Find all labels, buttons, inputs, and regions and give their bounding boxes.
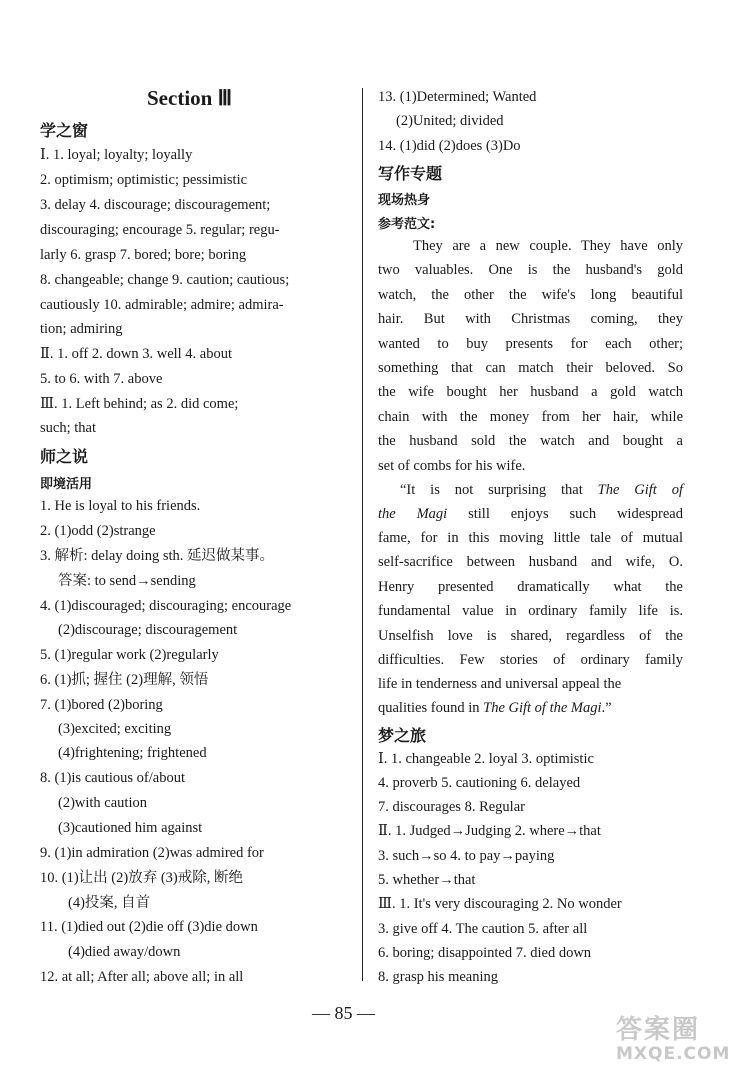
answer-line: 9. (1)in admiration (2)was admired for bbox=[40, 845, 264, 861]
essay-line: self-sacrifice between husband and wife, O. bbox=[378, 554, 683, 571]
essay-line: fundamental value in ordinary family life is. bbox=[378, 603, 683, 620]
answer-line: Ⅰ. 1. changeable 2. loyal 3. optimistic bbox=[378, 751, 594, 767]
answer-line: 10. (1)让出 (2)放弃 (3)戒除, 断绝 bbox=[40, 870, 243, 886]
answer-line: 5. whether→that bbox=[378, 872, 476, 888]
answer-line: 3. delay 4. discourage; discouragement; bbox=[40, 197, 271, 213]
answer-line: (3)excited; exciting bbox=[58, 721, 172, 737]
essay-line: Unselfish love is shared, regardless of the bbox=[378, 627, 683, 644]
answer-line: Ⅰ. 1. loyal; loyalty; loyally bbox=[40, 147, 193, 163]
answer-line: (2)with caution bbox=[58, 795, 147, 811]
answer-line: 14. (1)did (2)does (3)Do bbox=[378, 138, 521, 154]
essay-line: the wife bought her husband a gold watch bbox=[378, 384, 683, 401]
answer-line: 6. (1)抓; 握住 (2)理解, 领悟 bbox=[40, 672, 209, 688]
subheading-jijing: 即境活用 bbox=[40, 477, 93, 492]
section-title: Section Ⅲ bbox=[147, 86, 233, 110]
essay-line: set of combs for his wife. bbox=[378, 457, 526, 474]
answer-line: cautiously 10. admirable; admire; admira- bbox=[40, 297, 284, 313]
watermark-cn: 答案圈 bbox=[616, 1015, 701, 1045]
essay-line bbox=[378, 481, 683, 499]
essay-text: .” bbox=[601, 700, 612, 716]
answer-line: (4)died away/down bbox=[68, 944, 181, 960]
book-title: The Gift of the Magi bbox=[483, 700, 602, 716]
answer-line: 4. (1)discouraged; discouraging; encourage bbox=[40, 598, 292, 614]
essay-line bbox=[378, 699, 612, 717]
answer-line: (2)discourage; discouragement bbox=[58, 622, 238, 638]
answer-line: (4)投案, 自首 bbox=[68, 895, 151, 911]
answer-line: 7. (1)bored (2)boring bbox=[40, 697, 163, 713]
answer-line: Ⅱ. 1. Judged→Judging 2. where→that bbox=[378, 823, 601, 839]
answer-line: larly 6. grasp 7. bored; bore; boring bbox=[40, 247, 247, 263]
essay-line: life in tenderness and universal appeal the bbox=[378, 676, 622, 693]
answer-line: 13. (1)Determined; Wanted bbox=[378, 89, 537, 105]
answer-line: Ⅲ. 1. It's very discouraging 2. No wonder bbox=[378, 896, 622, 912]
answer-line: discouraging; encourage 5. regular; regu- bbox=[40, 222, 280, 238]
answer-line: Ⅲ. 1. Left behind; as 2. did come; bbox=[40, 396, 239, 412]
essay-line: something that can match their beloved. So bbox=[378, 360, 683, 376]
essay-line: hair. But with Christmas coming, they bbox=[378, 311, 683, 328]
answer-line: (3)cautioned him against bbox=[58, 820, 203, 836]
answer-line: 3. give off 4. The caution 5. after all bbox=[378, 921, 588, 937]
book-title: the Magi bbox=[378, 506, 448, 522]
heading-xuezhichuang: 学之窗 bbox=[40, 121, 89, 140]
answer-line: 8. changeable; change 9. caution; cautious; bbox=[40, 272, 290, 288]
essay-text: “It is not surprising that bbox=[400, 482, 598, 498]
answer-line: 5. (1)regular work (2)regularly bbox=[40, 647, 219, 663]
answer-line: 2. optimism; optimistic; pessimistic bbox=[40, 172, 248, 188]
heading-shizhishuo: 师之说 bbox=[40, 447, 89, 466]
answer-line: 4. proverb 5. cautioning 6. delayed bbox=[378, 775, 581, 791]
column-divider bbox=[362, 88, 363, 981]
heading-mengzhilv: 梦之旅 bbox=[378, 726, 427, 745]
site-watermark bbox=[616, 1015, 744, 1067]
essay-line: difficulties. Few stories of ordinary family bbox=[378, 652, 683, 668]
essay-line bbox=[378, 505, 683, 523]
answer-line: 3. 解析: delay doing sth. 延迟做某事。 bbox=[40, 548, 275, 564]
essay-line: They are a new couple. They have only bbox=[413, 238, 683, 254]
essay-line: wanted to buy presents for each other; bbox=[378, 335, 683, 352]
answer-line: 2. (1)odd (2)strange bbox=[40, 523, 156, 539]
answer-line: tion; admiring bbox=[40, 321, 123, 337]
answer-line: 11. (1)died out (2)die off (3)die down bbox=[40, 919, 258, 935]
answer-line: (4)frightening; frightened bbox=[58, 745, 207, 761]
answer-line: 6. boring; disappointed 7. died down bbox=[378, 945, 592, 961]
answer-line: 7. discourages 8. Regular bbox=[378, 799, 525, 815]
essay-line: Henry presented dramatically what the bbox=[378, 578, 683, 595]
answer-line: Ⅱ. 1. off 2. down 3. well 4. about bbox=[40, 346, 233, 362]
answer-line: 1. He is loyal to his friends. bbox=[40, 498, 201, 514]
watermark-en: MXQE.COM bbox=[616, 1044, 731, 1064]
answer-line: 3. such→so 4. to pay→paying bbox=[378, 848, 555, 864]
essay-text: still enjoys such widespread bbox=[447, 506, 683, 522]
essay-line: chain with the money from her hair, while bbox=[378, 408, 683, 425]
answer-line: such; that bbox=[40, 420, 96, 436]
subheading-xianchang: 现场热身 bbox=[378, 193, 431, 208]
answer-line: 8. (1)is cautious of/about bbox=[40, 770, 185, 786]
essay-line: two valuables. One is the husband's gold bbox=[378, 262, 683, 279]
heading-xiezuo: 写作专题 bbox=[378, 164, 443, 183]
essay-line: watch, the other the wife's long beautiful bbox=[378, 286, 683, 303]
page-number: — 85 — bbox=[312, 1003, 375, 1023]
answer-line: 5. to 6. with 7. above bbox=[40, 371, 163, 387]
essay-line: the husband sold the watch and bought a bbox=[378, 433, 683, 450]
book-title: The Gift of bbox=[597, 482, 683, 498]
subheading-cankao: 参考范文: bbox=[378, 217, 436, 232]
answer-line: 8. grasp his meaning bbox=[378, 969, 499, 985]
answer-line: 答案: to send→sending bbox=[58, 573, 196, 589]
answer-line: 12. at all; After all; above all; in all bbox=[40, 969, 244, 985]
answer-line: (2)United; divided bbox=[396, 113, 504, 129]
essay-text: qualities found in bbox=[378, 700, 484, 716]
essay-line: fame, for in this moving little tale of mutual bbox=[378, 530, 683, 546]
